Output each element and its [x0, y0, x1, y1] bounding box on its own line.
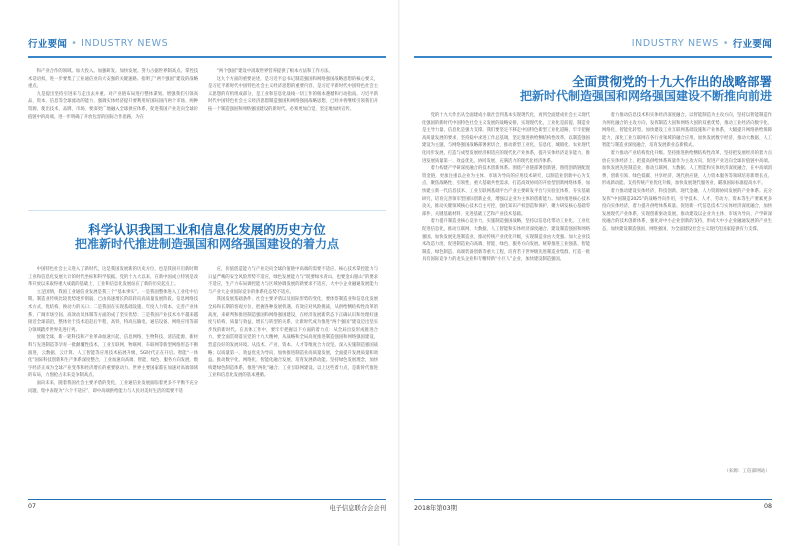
paragraph: 着力提升制造业核心竞争力，实施制造强国战略，坚持以信息化带动工业化、工业化促进信息化，推动互联网、大数据、人工智能和实体经济深度融合，建设制造强国和网络强国。加快发展先进制造业，推动传统产业优化升级，实现制造业由大变强。加大企业技术改造力度，促进制造业向高端、智能、绿色、服务方向发展。统筹推进工业强基、智能制造、绿色制造、高端装备创新等重大工程，培育若干世界级先进制造业集群，打造一批具有国际竞争力的龙头企业和专精特新“小巨人”企业，加快建设制造强国。: [422, 219, 590, 263]
right-header-cn: 行业要闻: [732, 39, 772, 50]
paragraph: “两个强国”建设中汲取世界营养提供了根本方法和工作方法。: [216, 69, 333, 74]
paragraph: 应，价值创造能力与产业迈向全球价值链中高端的需要不适应，核心技术掌控能力与日益严峻的安全风险形势不适应，绿色发展能力与“既要绿水青山，也要金山银山”的要求不适应，生产力布局调控能力与区域协调发展的新要求不适应，大中小企业融通发展能力与产业大企业国际竞争的体系化态势不适应。: [208, 267, 378, 295]
right-article-title-line-2: 把新时代制造强国和网络强国建设不断推向前进: [519, 89, 772, 103]
left-intro-column-2: [208, 68, 378, 192]
left-page-number: 07: [28, 503, 37, 510]
paragraph: 着力推动建设实体经济、科技创新、现代金融、人力资源协同发展的产业体系。充分发挥“中国制造2025”的战略导向作用，引导技术、人才、劳动力、资本等生产要素更多投向实体经济，着力提升供给体系质量。促进新一代信息技术与实体经济深度融合，加快发展现代产业体系，实现创新驱动发展。推动建设以企业为主体、市场为导向、产学研深度融合的技术创新体系，强化对中小企业创新的支持，形成大中小企业融通发展的产业生态，加快建设制造强国、网络强国，为全面建设社会主义现代化国家提供有力支撑。: [602, 188, 772, 232]
left-article-title-line-1: 科学认识我国工业和信息化发展的历史方位: [88, 222, 326, 237]
paragraph: 党的十九大作出从全面建成小康社会到基本实现现代化，再到全面建成社会主义现代化强国的新时代中国特色社会主义发展的战略安排。实现现代化，工业化是前提，制造业是主导力量，信息化是强力支撑。我们要坚定不移走中国特色新型工业化道路，牢牢把握高质量发展的要求，坚持稳中求进工作总基调，坚定推进供给侧结构性改革，以制造强国建设为主题，与网络强国战略部署密切合，推动新型工业化、信息化、城镇化、农业现代化同步发展，打造与成型发展经济相适应的现代化产业体系，提升实体经济竞争能力，推进发展质量第一、效益优先，协同发展、充满活力的现代化经济体系。: [422, 113, 590, 164]
right-body-column-2: [602, 112, 772, 462]
left-section-header: [28, 34, 168, 52]
right-footer-issue: 2018年第03期: [414, 505, 457, 512]
right-header-rule: [414, 56, 772, 58]
left-header-rule: [28, 56, 386, 58]
left-article-title-line-2: 把准新时代推进制造强国和网络强国建设的着力点: [74, 237, 339, 251]
right-footer-rule: [414, 499, 772, 500]
left-header-separator: •: [71, 37, 78, 49]
right-header-separator: •: [722, 37, 729, 49]
paragraph: 和产业合作的领域。加大投入。加强研发。加快发展。努力占据世界制高点。掌控技术话语权，进一步要集了工业通信业向大安强的关键速路。指明了“两个强国”建设的战略重点。: [28, 69, 198, 90]
paragraph: 中国特色社会主义进入了新时代，这是我国发展新的历史方位，也是我国开启新时期工业和信息化发展大计的时代坐标和科学依据。党的十九大以来，在新中国成立特别是改革开放以来取得重大成就的基础上，工业和信息化发展站在了新的历史起点上。: [28, 267, 198, 288]
right-body-column-1: [422, 112, 590, 492]
article-source: （来源：工信部网站）: [724, 469, 770, 474]
left-intro-column-1: [28, 68, 198, 192]
paragraph: 面向未来，随着我国社会主要矛盾的变化，工业通信业发展面临着更多不平衡不充分问题，集中表现为“六个不适应”，即中高端供给能力与人民对美好生活的需要不适: [28, 380, 198, 394]
left-article-banner: [28, 196, 386, 258]
paragraph: 着力推动产业结构优化升级。坚持推进供给侧结构性改革，坚持把发展经济的着力点放在实体经济上，把提高供给体系质量作为主攻方向，促进产业迈向全球价值链中高端。加快发展先进制造业，推动互联网、大数据、人工智能和实体经济深度融合，在中高端消费、创新引领、绿色低碳、共享经济、现代供应链、人力资本服务等领域培育新增长点、形成新动能。支持传统产业优化升级，加快发展现代服务业，瞄准国际标准提高水平。: [602, 150, 772, 187]
paragraph: 我国发展基础条件、社会主要矛盾以及国际形势的变化，要体察制造业和信息化发展全局和长期的客观方位，把握各种发展机遇，有效应对风险挑战，从供给侧结构性改革的高度，来研判和推进制造强国和网络强国建设，在经济发展新常态下正确认识和处理好速度与结构、质量与效益、增长与转型的关系，让新时代成为推进“两个强国”建设迈出坚实步伐的新时代。在具体工作中，要牢牢把握以下方面的着力点：从全局出发形成推进合力，要全面贯彻落实党的十九大精神，从战略和全局高度推进制造强国和网络强国建设，营造良好的发展环境。从技术、产业、资本、人才等维度合力攻坚。深入实施制造强国战略；以质量第一、效益优先为导向，加快推进制造业高质量发展，全面提升发展质量和效益。推动数字化、网络化、智能化融合发展，培育发展新动能。坚持绿色发展理念，加快构建绿色制造体系，推进“两化”融合、工业互联网建设。以上这些着力点，是新时代推进工业和信息化发展的基本遵循。: [208, 297, 378, 379]
right-article-title-line-1: 全面贯彻党的十九大作出的战略部署: [571, 74, 772, 89]
left-header-en: INDUSTRY NEWS: [81, 37, 169, 49]
left-article-title: [28, 222, 386, 252]
right-page: [400, 0, 800, 546]
left-header-cn: 行业要闻: [28, 39, 68, 50]
right-header-en: INDUSTRY NEWS: [631, 37, 719, 49]
paragraph: 九是提出坚持引进来与走出去并重。对产业链布局进行整体谋划。增强我们引领高品、资本、信息等全球流动的能力，强调实体经济提升要利用好国际国内两个市场、两种资源，使出技术、品牌、市场、要深更广地融入全球供应体系，促进我国产业迈向全球价值链中的高端。进一步明确了开放包容的国际合作思路，为在: [28, 91, 198, 120]
left-body-column-2: [208, 266, 378, 492]
paragraph: 这九个方面的重要论述，是习近平总书记制造强国和网络强国战略思想的核心要义，是习近平新时代中国特色社会主义经济思想的重要内容，是习近平新时代中国特色社会主义思想的有机组成部分，是工业和信息化战线一切工作的根本遵循和行动指南。习近平新时代中国特色社会主义经济思想制造强国和网络强国战略思想，已经并将继续引领我们开拓一个制造强国和网络强国建设的新时代。必须更加自觉、坚定地加快宣传。: [208, 76, 378, 112]
left-footer-title: 电子信息联合会会刊: [329, 505, 386, 512]
right-section-header: [632, 34, 772, 52]
paragraph: 着力推动信息技术和实体经济深度融合。以智能制造为主攻方向，坚持以智能制造作为两化融合的主攻方向，发挥制造大国和网络大国的双重优势，推动工业经济向数字化、网络化、智能化转型。加快建设工业互联网基础设施和产业体系，大幅提升网络供给保障能力，深化工业互联网在各行业领域的融合应用。加快发展数字经济，推动大数据、人工智能与制造业深度融合，培育发展新业态新模式。: [602, 113, 772, 149]
left-body-column-1: [28, 266, 198, 492]
paragraph: 立足国情，我国工业通信业发展是我三个“基本事实”。一是我国整体进入工业化中后期。制造业传统比较优势逐步削弱，已由高速增长阶段转向高质量发展阶段。信息网络技术方式、优结构、换动力的关口；二是我国在实现基础设施、年度人力资本、完善产业体系、广阔市场空间、高效动员体制等方面的成了坚实优势；三是我国产业技术水平越来越接近全球前沿，整体处于技术追赶后半程，高铁、特高压输电、通信设备、网络应用等部分领域踏步世界先进行列。: [28, 289, 198, 333]
right-article-title: [400, 74, 772, 104]
left-footer-rule: [28, 499, 386, 500]
paragraph: 放眼全球，新一轮科技和产业革命加速兴起，信息网络、生物科技、清洁能源、新材料与先进制造等孕育一批颠覆性技术，工业互联网、物联网、车联网等新型网络形态不断演进，云数据、云计算、人工智能等应用技术拓展升级，5G时代正在开启。智能“一体化”国际科技创新和生产体系深度整合，工业加速向高端、智能、绿色、服务方向发展，数字经济正成为全球产业变革和经济增长的重要驱动力，世界主要国家都在加速对高端领域的布局，力图抢占未来竞争制高点。: [28, 335, 198, 379]
paragraph: 着力构建产学研深度融合的技术创新体系。围绕产业链部署创新链，围绕创新链配置资金链，更加注重以企业为主体、市场为导向的应用技术研究，以制造业创新中心为支点，聚焦战略性、引领性、重大基础共性需求，打造高效协同的开放型创新网络体系，加快建立新一代信息技术、工业互联网基础平台产业主要研发平台与实验室体系，夯实基础研究，培育完善领军型国际创新企业，增强以企业为主体的创新能力。加快推进核心技术攻关，推动关键领域核心技术自主可控，强化知识产权创造和保护，聚力研发核心基础零部件、关键基础材料、先进基础工艺和产业技术基础。: [422, 166, 590, 217]
right-page-number: 08: [763, 503, 772, 510]
